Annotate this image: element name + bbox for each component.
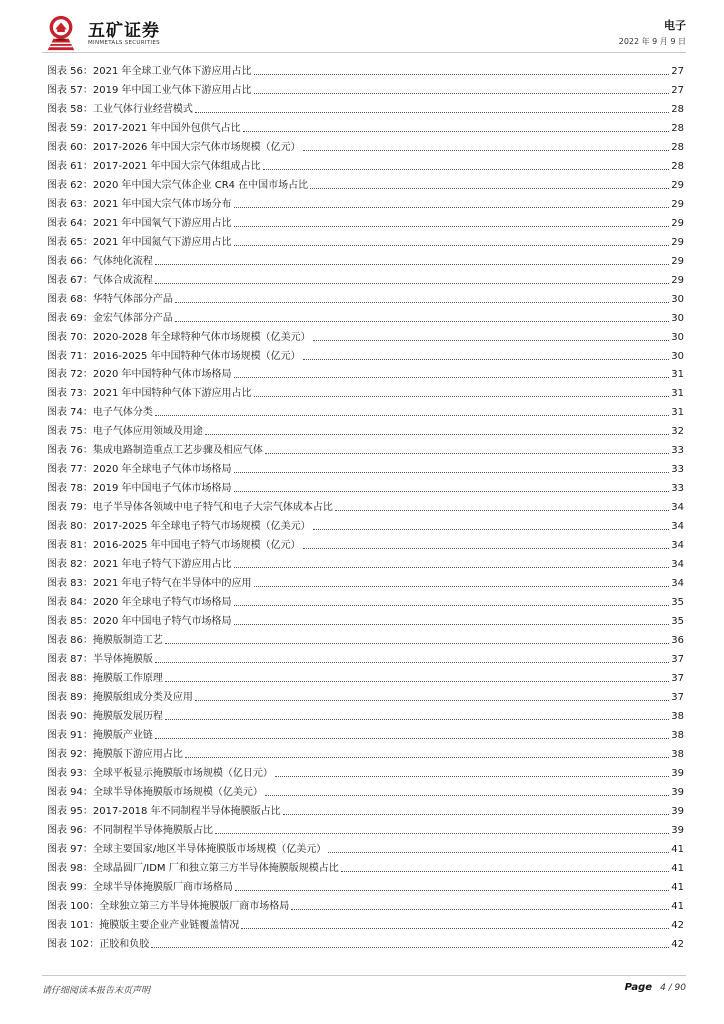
toc-entry-label: 图表 94：全球半导体掩膜版市场规模（亿美元） (47, 786, 263, 798)
toc-entry-page: 31 (671, 388, 684, 400)
footer-page-number (625, 982, 686, 993)
toc-entry-page: 30 (671, 350, 684, 362)
toc-dot-leader (265, 453, 669, 454)
toc-entry[interactable] (47, 478, 684, 497)
toc-entry[interactable] (47, 194, 684, 213)
toc-entry-page: 39 (671, 805, 684, 817)
toc-entry-page: 34 (671, 502, 684, 514)
toc-entry[interactable] (47, 820, 684, 839)
toc-dot-leader (265, 795, 669, 796)
toc-entry-page: 37 (671, 691, 684, 703)
toc-entry-page: 42 (671, 938, 684, 950)
toc-entry-page: 29 (671, 198, 684, 210)
toc-entry-label: 图表 72：2020 年中国特种气体市场格局 (47, 369, 232, 381)
toc-entry[interactable] (47, 592, 684, 611)
header-divider (42, 52, 686, 53)
toc-entry[interactable] (47, 782, 684, 801)
toc-entry-label: 图表 89：掩膜版组成分类及应用 (47, 691, 193, 703)
toc-dot-leader (283, 814, 670, 815)
toc-dot-leader (303, 548, 670, 549)
toc-entry[interactable] (47, 346, 684, 365)
toc-entry-label: 图表 92：掩膜版下游应用占比 (47, 748, 183, 760)
toc-entry-page: 37 (671, 654, 684, 665)
toc-entry[interactable] (47, 365, 684, 384)
toc-entry[interactable] (47, 308, 684, 327)
toc-entry[interactable] (47, 554, 684, 573)
toc-entry[interactable] (47, 649, 684, 668)
page-count: 4 / 90 (660, 983, 686, 993)
toc-entry-page: 38 (671, 748, 684, 760)
toc-entry-page: 29 (671, 274, 684, 286)
toc-entry-label: 图表 80：2017-2025 年全球电子特气市场规模（亿美元） (47, 521, 311, 533)
toc-dot-leader (155, 738, 669, 739)
toc-entry-page: 28 (671, 122, 684, 134)
toc-entry-label: 图表 58：工业气体行业经营模式 (47, 103, 193, 115)
toc-entry-label: 图表 62：2020 年中国大宗气体企业 CR4 在中国市场占比 (47, 179, 309, 191)
toc-entry-page: 34 (671, 521, 684, 533)
toc-entry[interactable] (47, 383, 684, 402)
report-sector: 电子 (664, 19, 686, 32)
toc-dot-leader (328, 852, 669, 853)
toc-dot-leader (275, 776, 669, 777)
toc-dot-leader (175, 302, 669, 303)
toc-dot-leader (165, 719, 669, 720)
toc-entry-label: 图表 73：2021 年中国特种气体下游应用占比 (47, 388, 252, 400)
toc-entry-label: 图表 84：2020 年全球电子特气市场格局 (47, 597, 232, 609)
toc-entry-label: 图表 95：2017-2018 年不同制程半导体掩膜版占比 (47, 805, 281, 817)
toc-dot-leader (165, 681, 669, 682)
toc-entry-page: 30 (671, 312, 684, 324)
toc-dot-leader (241, 928, 669, 929)
toc-entry-page: 30 (671, 331, 684, 343)
toc-entry[interactable] (47, 270, 684, 289)
toc-entry[interactable] (47, 327, 684, 346)
footer-disclaimer-note: 请仔细阅读本报告末页声明 (42, 986, 151, 996)
toc-entry-page: 33 (671, 445, 684, 457)
toc-entry[interactable] (47, 497, 684, 516)
toc-entry-page: 31 (671, 407, 684, 419)
toc-entry-label: 图表 78：2019 年中国电子气体市场格局 (47, 483, 232, 495)
toc-entry-page: 39 (671, 767, 684, 779)
toc-entry-label: 图表 97：全球主要国家/地区半导体掩膜版市场规模（亿美元） (47, 843, 327, 855)
toc-dot-leader (303, 150, 670, 151)
toc-entry[interactable] (47, 459, 684, 478)
toc-dot-leader (243, 131, 670, 132)
toc-entry[interactable] (47, 421, 684, 440)
toc-entry[interactable] (47, 175, 684, 194)
toc-entry-label: 图表 79：电子半导体各领域中电子特气和电子大宗气体成本占比 (47, 502, 333, 514)
toc-entry-label: 图表 99：全球半导体掩膜版厂商市场格局 (47, 881, 233, 893)
toc-entry[interactable] (47, 668, 684, 687)
toc-entry-label: 图表 61：2017-2021 年中国大宗气体组成占比 (47, 160, 261, 172)
toc-entry[interactable] (47, 573, 684, 592)
toc-entry-page: 29 (671, 179, 684, 191)
toc-entry-page: 39 (671, 824, 684, 836)
toc-entry-page: 34 (671, 578, 684, 590)
toc-entry[interactable] (47, 402, 684, 421)
toc-entry-page: 41 (671, 881, 684, 893)
toc-dot-leader (195, 112, 669, 113)
toc-entry[interactable] (47, 118, 684, 137)
page-word: Page (624, 982, 653, 993)
toc-dot-leader (151, 947, 669, 948)
toc-entry-label: 图表 56：2021 年全球工业气体下游应用占比 (47, 65, 252, 77)
report-date: 2022 年 9 月 9 日 (618, 37, 686, 46)
toc-dot-leader (234, 567, 670, 568)
toc-entry-page: 38 (671, 729, 684, 741)
toc-dot-leader (234, 472, 670, 473)
toc-dot-leader (234, 226, 670, 227)
toc-entry-label: 图表 98：全球晶圆厂/IDM 厂和独立第三方半导体掩膜版规模占比 (47, 862, 339, 874)
toc-entry-label: 图表 102：正胶和负胶 (47, 938, 150, 950)
toc-entry[interactable] (47, 61, 684, 80)
toc-entry-page: 35 (671, 597, 684, 609)
toc-entry-page: 28 (671, 103, 684, 115)
toc-entry-label: 图表 77：2020 年全球电子气体市场格局 (47, 464, 232, 476)
toc-dot-leader (234, 207, 670, 208)
toc-entry[interactable] (47, 687, 684, 706)
toc-entry-page: 33 (671, 483, 684, 495)
toc-entry-page: 42 (671, 919, 684, 931)
toc-entry[interactable] (47, 516, 684, 535)
toc-dot-leader (335, 510, 669, 511)
toc-entry[interactable] (47, 763, 684, 782)
toc-entry-page: 27 (671, 65, 684, 77)
toc-entry-page: 35 (671, 616, 684, 628)
toc-entry-page: 36 (671, 635, 684, 647)
toc-entry[interactable] (47, 630, 684, 649)
toc-dot-leader (254, 586, 670, 587)
toc-entry-label: 图表 85：2020 年中国电子特气市场格局 (47, 616, 232, 628)
toc-entry-page: 37 (671, 672, 684, 684)
toc-entry-label: 图表 82：2021 年电子特气下游应用占比 (47, 559, 232, 571)
toc-dot-leader (175, 321, 669, 322)
toc-dot-leader (234, 624, 670, 625)
toc-entry[interactable] (47, 858, 684, 877)
toc-entry-label: 图表 90：掩膜版发展历程 (47, 710, 163, 722)
footer-divider (42, 975, 686, 976)
toc-entry[interactable] (47, 289, 684, 308)
brand-name: 五矿证券 (88, 21, 160, 41)
toc-entry-label: 图表 91：掩膜版产业链 (47, 729, 153, 741)
toc-entry-label: 图表 88：掩膜版工作原理 (47, 672, 163, 684)
toc-dot-leader (313, 340, 670, 341)
table-of-figures (47, 61, 684, 953)
toc-entry-label: 图表 57：2019 年中国工业气体下游应用占比 (47, 84, 252, 96)
toc-dot-leader (235, 890, 669, 891)
toc-entry-label: 图表 96：不同制程半导体掩膜版占比 (47, 824, 213, 836)
company-logo-icon (42, 14, 80, 52)
toc-dot-leader (254, 74, 670, 75)
toc-entry-page: 38 (671, 710, 684, 722)
toc-entry-page: 29 (671, 255, 684, 267)
toc-dot-leader (234, 377, 670, 378)
toc-entry[interactable] (47, 156, 684, 175)
page-header (0, 0, 724, 52)
toc-entry[interactable] (47, 137, 684, 156)
toc-entry-label: 图表 68：华特气体部分产品 (47, 293, 173, 305)
toc-entry-label: 图表 76：集成电路制造重点工艺步骤及相应气体 (47, 445, 263, 457)
toc-entry-label: 图表 74：电子气体分类 (47, 407, 153, 419)
toc-dot-leader (165, 643, 669, 644)
toc-dot-leader (205, 434, 669, 435)
toc-dot-leader (234, 605, 670, 606)
toc-dot-leader (155, 264, 669, 265)
toc-entry-label: 图表 60：2017-2026 年中国大宗气体市场规模（亿元） (47, 141, 301, 153)
toc-entry[interactable] (47, 839, 684, 858)
toc-entry[interactable] (47, 232, 684, 251)
toc-entry-label: 图表 100：全球独立第三方半导体掩膜版厂商市场格局 (47, 900, 290, 912)
toc-entry-label: 图表 101：掩膜版主要企业产业链覆盖情况 (47, 919, 240, 931)
toc-entry[interactable] (47, 744, 684, 763)
toc-entry-page: 34 (671, 540, 684, 552)
toc-entry[interactable] (47, 213, 684, 232)
toc-entry-label: 图表 81：2016-2025 年中国电子特气市场规模（亿元） (47, 540, 301, 552)
toc-dot-leader (155, 662, 669, 663)
toc-entry-page: 31 (671, 369, 684, 381)
toc-dot-leader (291, 909, 669, 910)
toc-dot-leader (254, 396, 670, 397)
toc-entry-page: 41 (671, 843, 684, 855)
toc-entry-page: 30 (671, 293, 684, 305)
toc-entry-page: 28 (671, 160, 684, 172)
toc-dot-leader (254, 93, 670, 94)
toc-entry-page: 34 (671, 559, 684, 571)
toc-entry[interactable] (47, 440, 684, 459)
toc-entry[interactable] (47, 725, 684, 744)
toc-entry[interactable] (47, 706, 684, 725)
toc-dot-leader (155, 283, 669, 284)
toc-entry-page: 27 (671, 84, 684, 96)
toc-entry[interactable] (47, 801, 684, 820)
toc-entry-label: 图表 87：半导体掩膜版 (47, 654, 153, 665)
toc-dot-leader (155, 415, 669, 416)
toc-entry-label: 图表 71：2016-2025 年中国特种气体市场规模（亿元） (47, 350, 301, 362)
toc-dot-leader (310, 188, 669, 189)
toc-entry-label: 图表 93：全球平板显示掩膜版市场规模（亿日元） (47, 767, 273, 779)
toc-entry[interactable] (47, 99, 684, 118)
toc-entry-page: 29 (671, 236, 684, 248)
toc-entry-page: 29 (671, 217, 684, 229)
toc-entry[interactable] (47, 877, 684, 896)
toc-dot-leader (185, 757, 669, 758)
toc-entry[interactable] (47, 80, 684, 99)
toc-dot-leader (263, 169, 670, 170)
toc-dot-leader (195, 700, 669, 701)
toc-dot-leader (341, 871, 670, 872)
toc-entry-page: 39 (671, 786, 684, 798)
toc-entry-label: 图表 69：金宏气体部分产品 (47, 312, 173, 324)
toc-entry[interactable] (47, 251, 684, 270)
toc-entry-page: 41 (671, 900, 684, 912)
toc-entry[interactable] (47, 934, 684, 953)
toc-dot-leader (234, 491, 670, 492)
toc-dot-leader (313, 529, 670, 530)
toc-dot-leader (215, 833, 669, 834)
toc-entry-label: 图表 75：电子气体应用领域及用途 (47, 426, 203, 438)
toc-entry-label: 图表 63：2021 年中国大宗气体市场分布 (47, 198, 232, 210)
toc-entry[interactable] (47, 611, 684, 630)
toc-dot-leader (303, 359, 670, 360)
toc-entry-label: 图表 59：2017-2021 年中国外包供气占比 (47, 122, 241, 134)
toc-entry[interactable] (47, 915, 684, 934)
toc-entry-page: 28 (671, 141, 684, 153)
toc-entry-page: 32 (671, 426, 684, 438)
toc-entry[interactable] (47, 535, 684, 554)
brand-subtitle: MINMETALS SECURITIES (88, 40, 160, 46)
toc-entry[interactable] (47, 896, 684, 915)
toc-entry-label: 图表 86：掩膜版制造工艺 (47, 635, 163, 647)
toc-entry-label: 图表 65：2021 年中国氮气下游应用占比 (47, 236, 232, 248)
toc-entry-page: 41 (671, 862, 684, 874)
toc-entry-page: 33 (671, 464, 684, 476)
toc-entry-label: 图表 83：2021 年电子特气在半导体中的应用 (47, 578, 252, 590)
toc-entry-label: 图表 64：2021 年中国氧气下游应用占比 (47, 217, 232, 229)
toc-entry-label: 图表 66：气体纯化流程 (47, 255, 153, 267)
toc-entry-label: 图表 70：2020-2028 年全球特种气体市场规模（亿美元） (47, 331, 311, 343)
toc-entry-label: 图表 67：气体合成流程 (47, 274, 153, 286)
toc-dot-leader (234, 245, 670, 246)
